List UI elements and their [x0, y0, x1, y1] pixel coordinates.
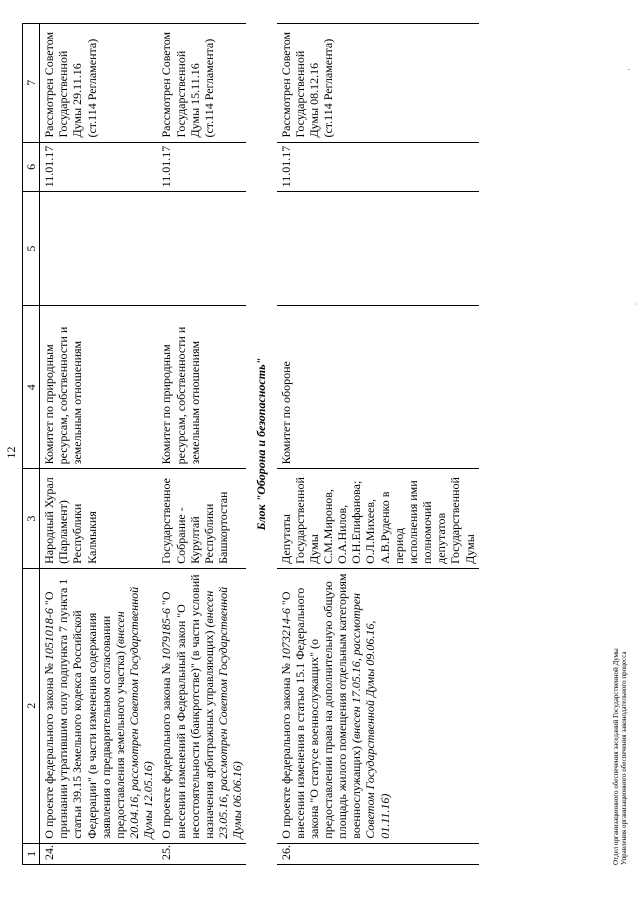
table-header-row: [23, 24, 40, 865]
bill-committee: Комитет по природным ресурсам, собственности и земельным отношениям: [40, 305, 158, 468]
footer-line: Отдел организационного обеспечения заседаний Государственной Думы: [612, 648, 620, 865]
bill-author: Депутаты Государственной Думы С.М.Миронов, О.А.Нилов, О.Н.Епифанова; О.Л.Михеев, А.В.Руденко в период исполнения ими полномочий депутатов Государственной Думы: [277, 469, 479, 568]
row-number: 24.: [40, 843, 158, 864]
scan-mark: ·: [634, 303, 640, 305]
row-number: 26.: [277, 843, 479, 864]
table-row: [157, 24, 246, 865]
bill-author: Государственное Собрание - Курултай Республики Башкортостан: [157, 469, 246, 568]
bill-description: [157, 568, 246, 843]
column-header: 5: [23, 192, 40, 306]
bill-body: "О внесении изменений в Федеральный закон "О несостоятельности (банкротстве)" (в части условий назначения арбитражных управляющих): [159, 574, 216, 839]
bill-number: 1073214-6: [278, 608, 293, 661]
bill-committee: Комитет по природным ресурсам, собственности и земельным отношениям: [157, 305, 246, 468]
bill-number: 1079185-6: [159, 608, 174, 661]
page-number: 12: [4, 446, 18, 459]
table-row: [40, 24, 158, 865]
bill-number: 1051018-6: [42, 608, 57, 661]
footer-line: Управления организационного обеспечения законодательного процесса: [620, 651, 629, 865]
bill-note: (внесен 17.05.16, рассмотрен Советом Государственной Думы 09.06.16, 01.11.16): [349, 593, 392, 839]
row-number: 25.: [157, 843, 246, 864]
bill-description: [40, 568, 158, 843]
bill-col5: [277, 192, 479, 306]
column-header: 2: [23, 568, 40, 843]
bill-status: Рассмотрен Советом Государственной Думы 15.11.16 (ст.114 Регламента): [157, 24, 246, 143]
table-row: [277, 24, 479, 865]
bill-title-prefix: О проекте федерального закона №: [42, 660, 57, 839]
bill-title-prefix: О проекте федерального закона №: [159, 660, 174, 839]
bill-date: 11.01.17: [157, 142, 246, 192]
bill-status: Рассмотрен Советом Государственной Думы 08.12.16 (ст.114 Регламента): [277, 24, 479, 143]
bill-col5: [157, 192, 246, 306]
bill-committee: Комитет по обороне: [277, 305, 479, 468]
column-header: 4: [23, 305, 40, 468]
bill-date: 11.01.17: [40, 142, 158, 192]
column-header: 1: [23, 843, 40, 864]
bill-col5: [40, 192, 158, 306]
bill-body: "О признании утратившим силу подпункта 7 пункта 1 статьи 39.15 Земельного кодекса Российской Федерации" (в части изменения содержания заявления о предварительном согласовании предоставления земельного участка): [42, 578, 127, 839]
section-title: Блок "Оборона и безопасность": [254, 357, 269, 531]
column-header: 6: [23, 142, 40, 192]
section-row: [246, 24, 276, 865]
bill-description: [277, 568, 479, 843]
bill-title-prefix: О проекте федерального закона №: [278, 660, 293, 839]
footer: [612, 648, 628, 865]
bills-table: [22, 23, 479, 865]
scan-mark: ': [628, 68, 634, 70]
bill-body: "О внесении изменения в статью 15.1 Федерального закона "О статусе военнослужащих" (о предоставлении права на дополнительную общую площадь жилого помещения отдельным категориям военнослужащих): [278, 573, 364, 839]
bill-date: 11.01.17: [277, 142, 479, 192]
bill-author: Народный Хурал (Парламент) Республики Калмыкия: [40, 469, 158, 568]
column-header: 3: [23, 469, 40, 568]
bill-note: (внесен 23.05.16, рассмотрен Советом Государственной Думы 06.06.16): [201, 586, 245, 839]
bill-status: Рассмотрен Советом Государственной Думы 29.11.16 (ст.114 Регламента): [40, 24, 158, 143]
bill-note: (внесен 20.04.16, рассмотрен Советом Государственной Думы 12.05.16): [112, 586, 156, 839]
column-header: 7: [23, 24, 40, 143]
